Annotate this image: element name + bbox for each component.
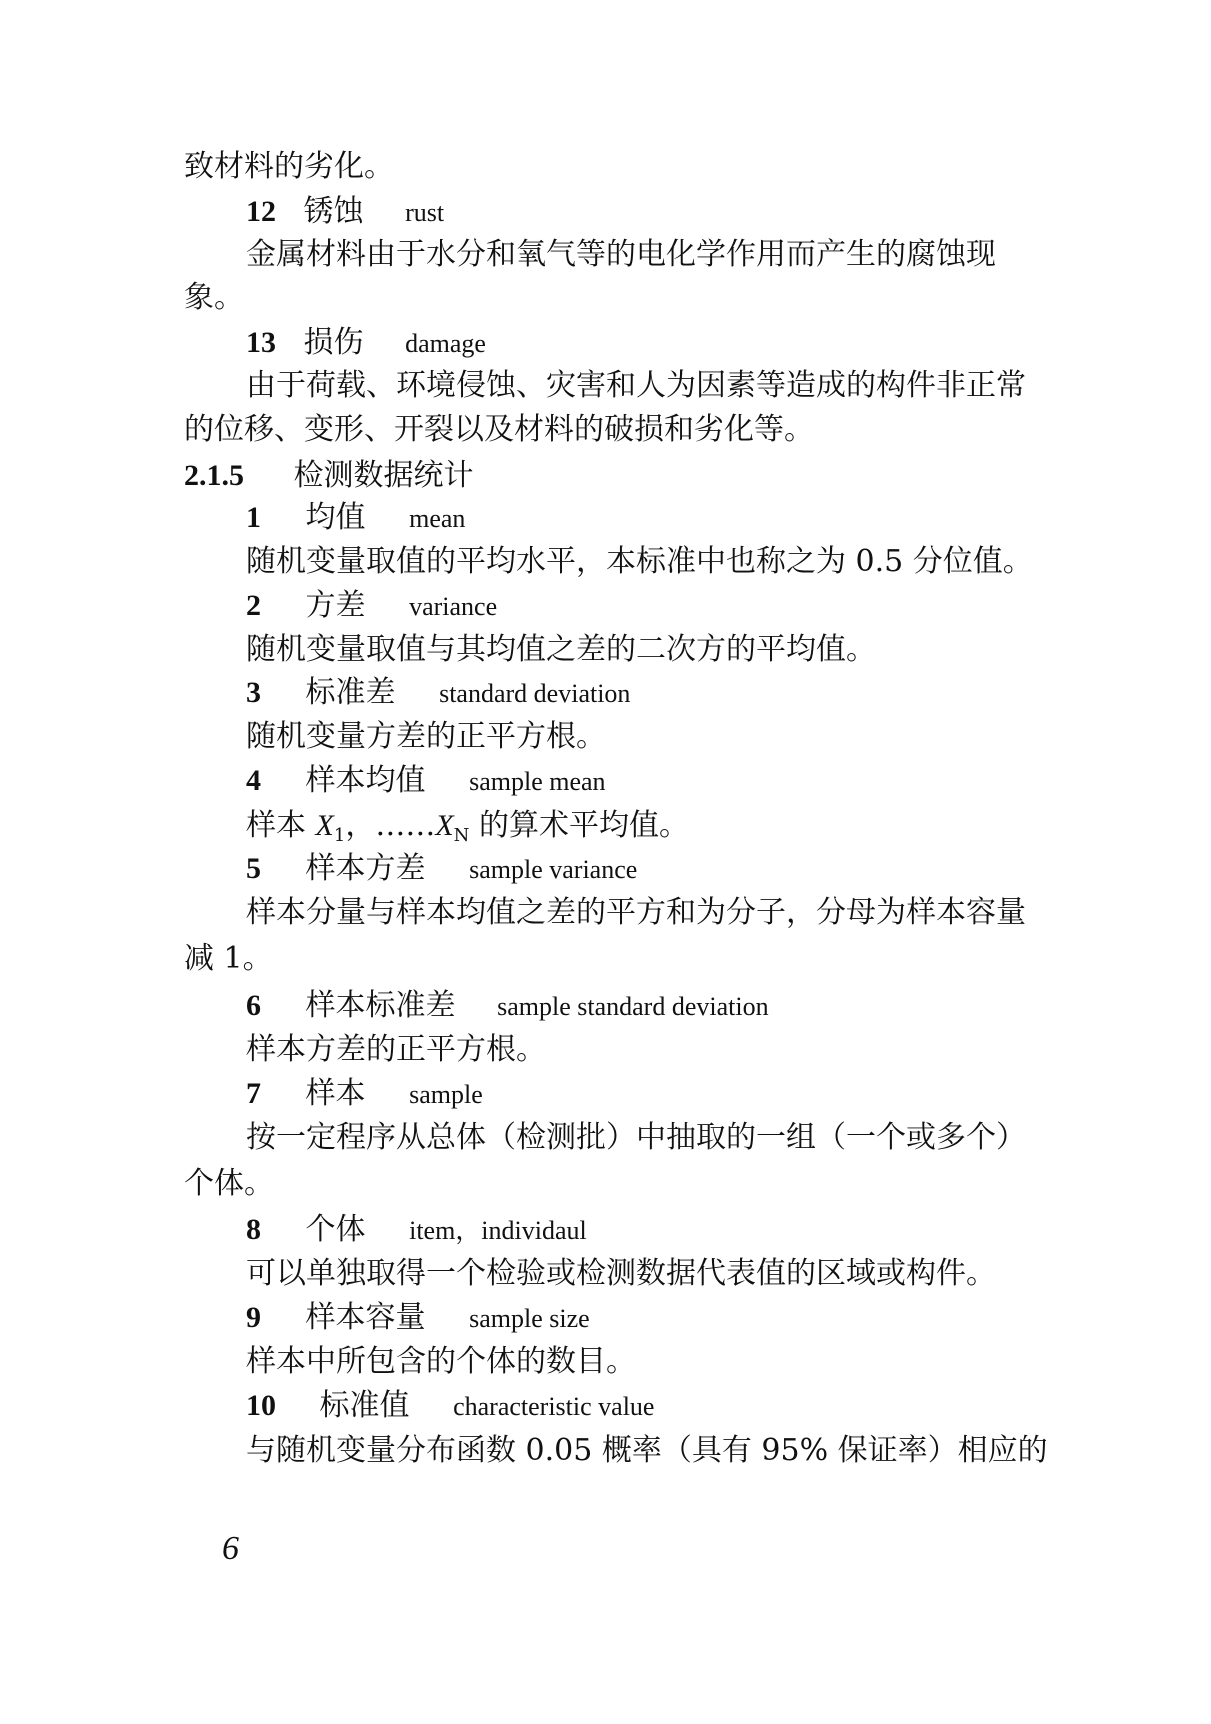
section-number: 2.1.5 xyxy=(184,459,244,492)
text-segment: ，…… xyxy=(345,808,436,843)
term-english: mean xyxy=(409,504,466,533)
term-1 xyxy=(246,498,465,538)
text-line: 按一定程序从总体（检测批）中抽取的一组（一个或多个） xyxy=(246,1120,1026,1155)
text-line: 随机变量方差的正平方根。 xyxy=(246,719,606,754)
text-line: 金属材料由于水分和氧气等的电化学作用而产生的腐蚀现 xyxy=(246,237,996,272)
term-english: sample mean xyxy=(469,767,606,796)
term-6 xyxy=(246,986,769,1026)
term-chinese: 样本 xyxy=(305,1076,366,1111)
subscript: 1 xyxy=(333,825,346,846)
text-line: 减 1。 xyxy=(184,941,273,976)
page-number: 6 xyxy=(222,1530,239,1567)
term-english: characteristic value xyxy=(453,1392,655,1421)
term-english: sample variance xyxy=(469,855,638,884)
subscript: N xyxy=(453,825,470,846)
term-number: 2 xyxy=(246,589,261,622)
term-chinese: 样本容量 xyxy=(305,1300,426,1335)
term-8 xyxy=(246,1210,587,1250)
term-number: 10 xyxy=(246,1389,276,1422)
text-line: 随机变量取值的平均水平，本标准中也称之为 0.5 分位值。 xyxy=(246,544,1033,579)
text-line: 与随机变量分布函数 0.05 概率（具有 95% 保证率）相应的 xyxy=(246,1433,1048,1468)
term-10 xyxy=(246,1386,654,1426)
formula-line xyxy=(246,806,689,846)
text-line: 随机变量取值与其均值之差的二次方的平均值。 xyxy=(246,632,876,667)
text-segment: 的算术平均值。 xyxy=(469,808,689,843)
text-line: 的位移、变形、开裂以及材料的破损和劣化等。 xyxy=(184,412,814,447)
term-number: 8 xyxy=(246,1213,261,1246)
term-2 xyxy=(246,586,497,626)
text-line: 个体。 xyxy=(184,1166,274,1201)
term-chinese: 均值 xyxy=(305,500,366,535)
term-english: sample standard deviation xyxy=(497,992,769,1021)
term-english: standard deviation xyxy=(439,679,631,708)
text-line: 可以单独取得一个检验或检测数据代表值的区域或构件。 xyxy=(246,1256,996,1291)
term-12 xyxy=(246,192,444,232)
term-english: sample xyxy=(409,1080,483,1109)
section-heading xyxy=(184,456,474,496)
term-9 xyxy=(246,1298,590,1338)
term-number: 9 xyxy=(246,1301,261,1334)
term-english: rust xyxy=(405,198,445,227)
term-7 xyxy=(246,1074,483,1114)
text-segment: 样本 xyxy=(246,808,316,843)
term-number: 7 xyxy=(246,1077,261,1110)
text-line: 由于荷载、环境侵蚀、灾害和人为因素等造成的构件非正常 xyxy=(246,368,1026,403)
term-3 xyxy=(246,673,630,713)
term-number: 1 xyxy=(246,501,261,534)
term-chinese: 损伤 xyxy=(303,325,364,360)
term-english: damage xyxy=(405,329,486,358)
term-english: variance xyxy=(409,592,498,621)
variable-x: X xyxy=(315,809,334,842)
text-line: 致材料的劣化。 xyxy=(184,149,394,184)
section-title: 检测数据统计 xyxy=(293,458,474,493)
term-chinese: 锈蚀 xyxy=(303,194,364,229)
variable-x: X xyxy=(435,809,454,842)
term-number: 3 xyxy=(246,676,261,709)
term-chinese: 标准差 xyxy=(305,675,396,710)
term-chinese: 标准值 xyxy=(319,1388,410,1423)
term-chinese: 个体 xyxy=(305,1212,366,1247)
term-number: 5 xyxy=(246,852,261,885)
term-number: 13 xyxy=(246,326,276,359)
term-13 xyxy=(246,323,486,363)
term-english: item，individaul xyxy=(409,1216,587,1245)
term-number: 6 xyxy=(246,989,261,1022)
term-chinese: 样本标准差 xyxy=(305,988,456,1023)
term-chinese: 方差 xyxy=(305,588,366,623)
term-4 xyxy=(246,761,606,801)
term-number: 12 xyxy=(246,195,276,228)
text-line: 样本分量与样本均值之差的平方和为分子，分母为样本容量 xyxy=(246,895,1026,930)
term-english: sample size xyxy=(469,1304,590,1333)
text-line: 样本中所包含的个体的数目。 xyxy=(246,1344,636,1379)
term-number: 4 xyxy=(246,764,261,797)
term-5 xyxy=(246,849,637,889)
term-chinese: 样本均值 xyxy=(305,763,426,798)
term-chinese: 样本方差 xyxy=(305,851,426,886)
text-line: 象。 xyxy=(184,280,244,315)
text-line: 样本方差的正平方根。 xyxy=(246,1032,546,1067)
